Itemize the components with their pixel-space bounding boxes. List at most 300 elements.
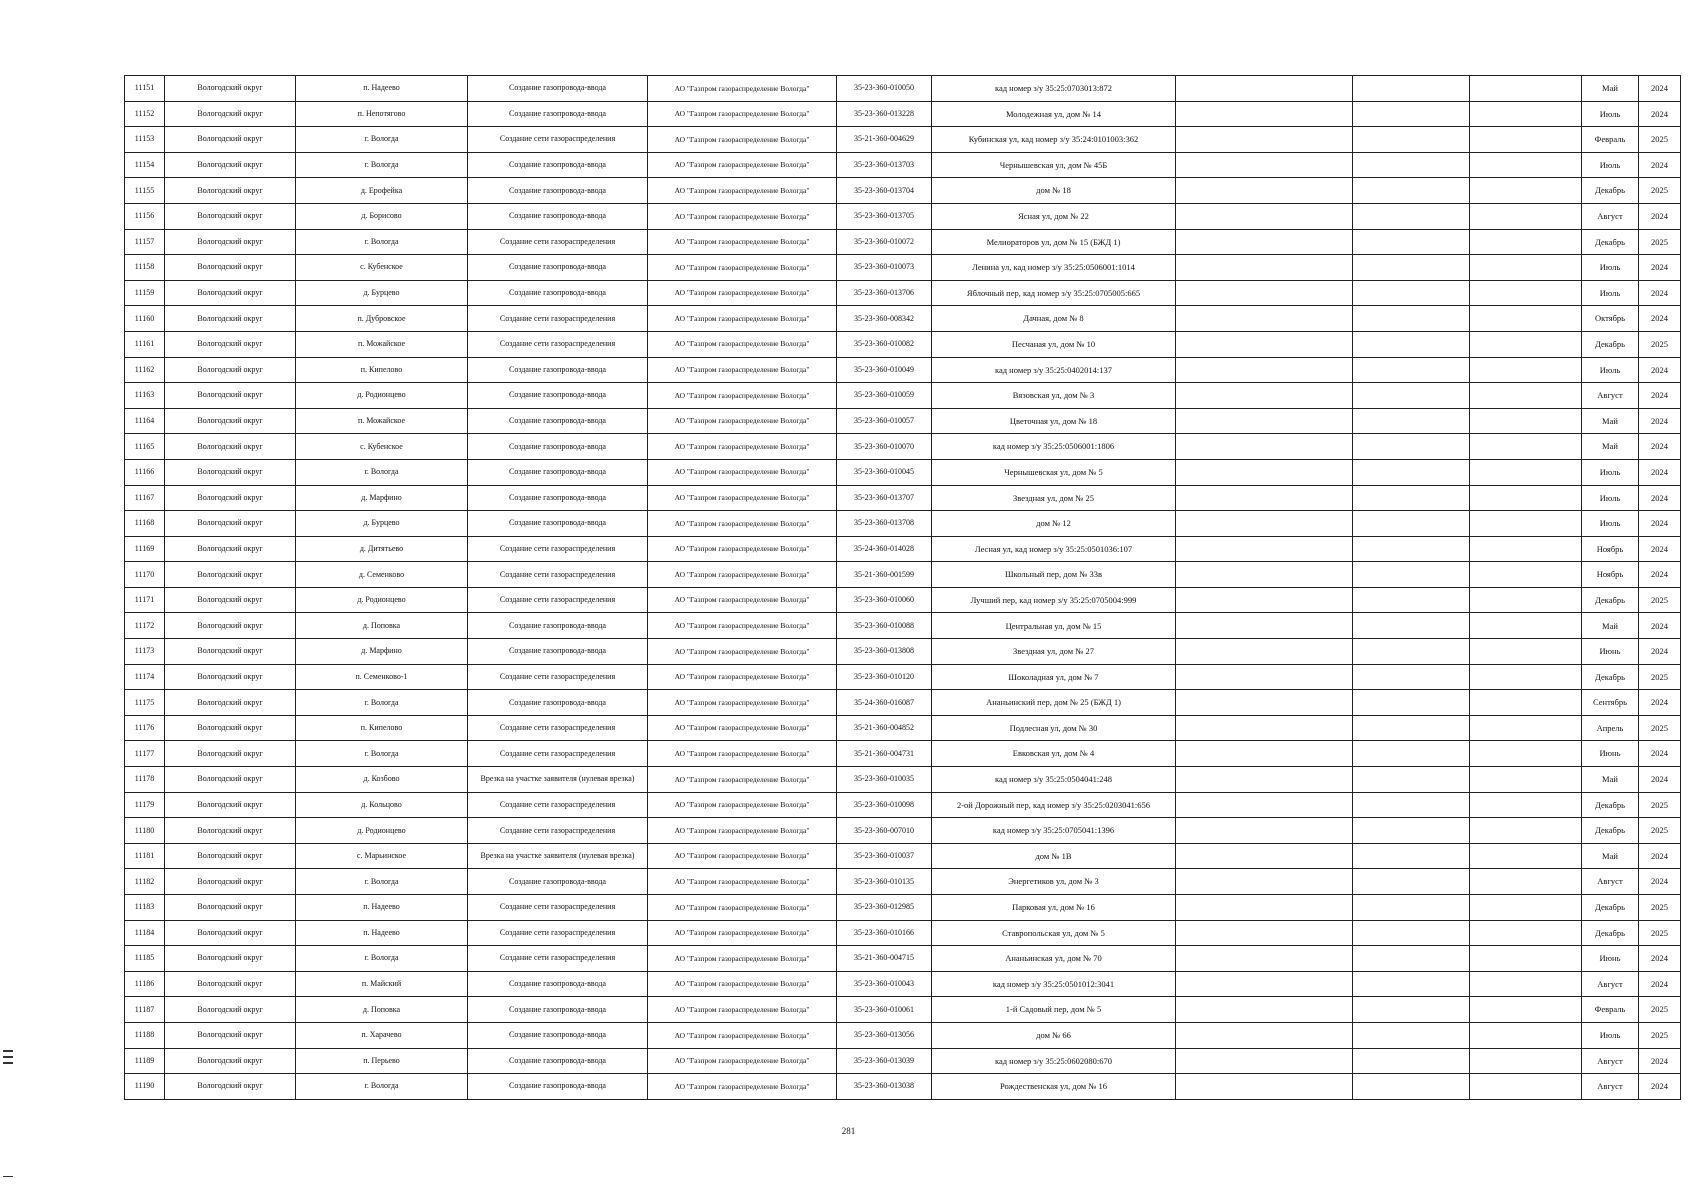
- row-number-cell: 11153: [125, 127, 165, 153]
- table-row: [125, 741, 1681, 767]
- empty-cell: [1470, 203, 1582, 229]
- empty-cell: [1353, 536, 1470, 562]
- work-type-cell: Создание газопровода-ввода: [468, 869, 648, 895]
- month-cell: Июль: [1582, 1022, 1639, 1048]
- address-cell: Лучший пер, кад номер з/у 35:25:0705004:999: [932, 587, 1176, 613]
- request-code-cell: 35-23-360-010050: [837, 76, 932, 102]
- organization-cell: АО "Газпром газораспределение Вологда": [648, 562, 837, 588]
- empty-cell: [1176, 562, 1353, 588]
- year-cell: 2025: [1639, 792, 1681, 818]
- district-cell: Вологодский округ: [165, 357, 296, 383]
- empty-cell: [1470, 562, 1582, 588]
- empty-cell: [1176, 101, 1353, 127]
- organization-cell: АО "Газпром газораспределение Вологда": [648, 280, 837, 306]
- year-cell: 2024: [1639, 203, 1681, 229]
- locality-cell: д. Бурцево: [296, 280, 468, 306]
- address-cell: Ленина ул, кад номер з/у 35:25:0506001:1014: [932, 255, 1176, 281]
- empty-cell: [1470, 587, 1582, 613]
- organization-cell: АО "Газпром газораспределение Вологда": [648, 306, 837, 332]
- locality-cell: д. Семенково: [296, 562, 468, 588]
- request-code-cell: 35-21-360-004629: [837, 127, 932, 153]
- table-row: [125, 792, 1681, 818]
- district-cell: Вологодский округ: [165, 127, 296, 153]
- month-cell: Август: [1582, 869, 1639, 895]
- empty-cell: [1353, 997, 1470, 1023]
- empty-cell: [1470, 101, 1582, 127]
- district-cell: Вологодский округ: [165, 76, 296, 102]
- table-row: [125, 178, 1681, 204]
- locality-cell: п. Дубровское: [296, 306, 468, 332]
- empty-cell: [1470, 536, 1582, 562]
- table-row: [125, 459, 1681, 485]
- row-number-cell: 11159: [125, 280, 165, 306]
- district-cell: Вологодский округ: [165, 587, 296, 613]
- empty-cell: [1353, 792, 1470, 818]
- year-cell: 2024: [1639, 690, 1681, 716]
- work-type-cell: Создание сети газораспределения: [468, 792, 648, 818]
- address-cell: Ананьинский пер, дом № 25 (БЖД 1): [932, 690, 1176, 716]
- empty-cell: [1353, 664, 1470, 690]
- empty-cell: [1176, 76, 1353, 102]
- district-cell: Вологодский округ: [165, 895, 296, 921]
- month-cell: Декабрь: [1582, 664, 1639, 690]
- empty-cell: [1353, 587, 1470, 613]
- request-code-cell: 35-23-360-010060: [837, 587, 932, 613]
- empty-cell: [1353, 920, 1470, 946]
- empty-cell: [1353, 280, 1470, 306]
- empty-cell: [1470, 408, 1582, 434]
- work-type-cell: Создание сети газораспределения: [468, 331, 648, 357]
- year-cell: 2024: [1639, 434, 1681, 460]
- address-cell: дом № 18: [932, 178, 1176, 204]
- empty-cell: [1470, 1074, 1582, 1100]
- empty-cell: [1353, 408, 1470, 434]
- table-row: [125, 971, 1681, 997]
- district-cell: Вологодский округ: [165, 946, 296, 972]
- empty-cell: [1353, 613, 1470, 639]
- month-cell: Май: [1582, 613, 1639, 639]
- work-type-cell: Создание газопровода-ввода: [468, 101, 648, 127]
- address-cell: кад номер з/у 35:25:0506001:1806: [932, 434, 1176, 460]
- empty-cell: [1176, 664, 1353, 690]
- empty-cell: [1353, 869, 1470, 895]
- address-cell: Кубинская ул, кад номер з/у 35:24:0101003:362: [932, 127, 1176, 153]
- table-row: [125, 255, 1681, 281]
- row-number-cell: 11155: [125, 178, 165, 204]
- address-cell: 1-й Садовый пер, дом № 5: [932, 997, 1176, 1023]
- locality-cell: д. Козбово: [296, 767, 468, 793]
- address-cell: Рождественская ул, дом № 16: [932, 1074, 1176, 1100]
- empty-cell: [1176, 792, 1353, 818]
- district-cell: Вологодский округ: [165, 536, 296, 562]
- organization-cell: АО "Газпром газораспределение Вологда": [648, 664, 837, 690]
- month-cell: Июль: [1582, 255, 1639, 281]
- table-row: [125, 715, 1681, 741]
- district-cell: Вологодский округ: [165, 152, 296, 178]
- locality-cell: д. Родионцево: [296, 383, 468, 409]
- work-type-cell: Создание газопровода-ввода: [468, 255, 648, 281]
- request-code-cell: 35-23-360-010035: [837, 767, 932, 793]
- row-number-cell: 11174: [125, 664, 165, 690]
- row-number-cell: 11176: [125, 715, 165, 741]
- district-cell: Вологодский округ: [165, 1048, 296, 1074]
- request-code-cell: 35-23-360-010135: [837, 869, 932, 895]
- table-row: [125, 613, 1681, 639]
- empty-cell: [1176, 741, 1353, 767]
- empty-cell: [1176, 1074, 1353, 1100]
- district-cell: Вологодский округ: [165, 562, 296, 588]
- address-cell: Яблочный пер, кад номер з/у 35:25:0705005:665: [932, 280, 1176, 306]
- work-type-cell: Создание сети газораспределения: [468, 946, 648, 972]
- organization-cell: АО "Газпром газораспределение Вологда": [648, 101, 837, 127]
- locality-cell: п. Можайское: [296, 331, 468, 357]
- address-cell: Молодежная ул, дом № 14: [932, 101, 1176, 127]
- district-cell: Вологодский округ: [165, 741, 296, 767]
- work-type-cell: Создание газопровода-ввода: [468, 485, 648, 511]
- work-type-cell: Создание сети газораспределения: [468, 664, 648, 690]
- table-row: [125, 1048, 1681, 1074]
- locality-cell: п. Надеево: [296, 920, 468, 946]
- empty-cell: [1176, 127, 1353, 153]
- empty-cell: [1470, 818, 1582, 844]
- table-row: [125, 587, 1681, 613]
- year-cell: 2024: [1639, 485, 1681, 511]
- empty-cell: [1353, 946, 1470, 972]
- empty-cell: [1176, 408, 1353, 434]
- table-row: [125, 127, 1681, 153]
- work-type-cell: Создание газопровода-ввода: [468, 1048, 648, 1074]
- year-cell: 2025: [1639, 331, 1681, 357]
- request-code-cell: 35-23-360-013704: [837, 178, 932, 204]
- table-body: [125, 76, 1681, 1100]
- empty-cell: [1470, 1048, 1582, 1074]
- locality-cell: г. Вологда: [296, 690, 468, 716]
- month-cell: Декабрь: [1582, 895, 1639, 921]
- empty-cell: [1353, 152, 1470, 178]
- work-type-cell: Создание газопровода-ввода: [468, 459, 648, 485]
- request-code-cell: 35-23-360-013706: [837, 280, 932, 306]
- organization-cell: АО "Газпром газораспределение Вологда": [648, 895, 837, 921]
- year-cell: 2024: [1639, 639, 1681, 665]
- row-number-cell: 11157: [125, 229, 165, 255]
- request-code-cell: 35-23-360-010120: [837, 664, 932, 690]
- empty-cell: [1470, 792, 1582, 818]
- row-number-cell: 11177: [125, 741, 165, 767]
- work-type-cell: Создание газопровода-ввода: [468, 690, 648, 716]
- district-cell: Вологодский округ: [165, 178, 296, 204]
- year-cell: 2024: [1639, 562, 1681, 588]
- request-code-cell: 35-23-360-010088: [837, 613, 932, 639]
- table-row: [125, 818, 1681, 844]
- table-row: [125, 997, 1681, 1023]
- empty-cell: [1470, 255, 1582, 281]
- row-number-cell: 11160: [125, 306, 165, 332]
- request-code-cell: 35-23-360-010072: [837, 229, 932, 255]
- district-cell: Вологодский округ: [165, 1074, 296, 1100]
- empty-cell: [1176, 869, 1353, 895]
- empty-cell: [1470, 357, 1582, 383]
- organization-cell: АО "Газпром газораспределение Вологда": [648, 690, 837, 716]
- organization-cell: АО "Газпром газораспределение Вологда": [648, 127, 837, 153]
- year-cell: 2024: [1639, 357, 1681, 383]
- month-cell: Декабрь: [1582, 920, 1639, 946]
- year-cell: 2024: [1639, 971, 1681, 997]
- address-cell: Цветочная ул, дом № 18: [932, 408, 1176, 434]
- address-cell: Чернышевская ул, дом № 45Б: [932, 152, 1176, 178]
- empty-cell: [1353, 306, 1470, 332]
- table-row: [125, 331, 1681, 357]
- row-number-cell: 11188: [125, 1022, 165, 1048]
- month-cell: Май: [1582, 408, 1639, 434]
- table-row: [125, 920, 1681, 946]
- empty-cell: [1470, 1022, 1582, 1048]
- row-number-cell: 11172: [125, 613, 165, 639]
- district-cell: Вологодский округ: [165, 639, 296, 665]
- empty-cell: [1353, 1022, 1470, 1048]
- empty-cell: [1353, 562, 1470, 588]
- year-cell: 2024: [1639, 613, 1681, 639]
- table-row: [125, 152, 1681, 178]
- work-type-cell: Создание газопровода-ввода: [468, 178, 648, 204]
- address-cell: Вязовская ул, дом № 3: [932, 383, 1176, 409]
- empty-cell: [1176, 920, 1353, 946]
- row-number-cell: 11181: [125, 843, 165, 869]
- empty-cell: [1176, 895, 1353, 921]
- organization-cell: АО "Газпром газораспределение Вологда": [648, 1022, 837, 1048]
- empty-cell: [1353, 229, 1470, 255]
- organization-cell: АО "Газпром газораспределение Вологда": [648, 1074, 837, 1100]
- year-cell: 2024: [1639, 152, 1681, 178]
- address-cell: дом № 1В: [932, 843, 1176, 869]
- empty-cell: [1470, 76, 1582, 102]
- work-type-cell: Создание сети газораспределения: [468, 895, 648, 921]
- organization-cell: АО "Газпром газораспределение Вологда": [648, 178, 837, 204]
- empty-cell: [1176, 1048, 1353, 1074]
- organization-cell: АО "Газпром газораспределение Вологда": [648, 997, 837, 1023]
- work-type-cell: Создание сети газораспределения: [468, 127, 648, 153]
- empty-cell: [1353, 639, 1470, 665]
- gasification-register-table: [124, 75, 1681, 1100]
- address-cell: Чернышевская ул, дом № 5: [932, 459, 1176, 485]
- request-code-cell: 35-23-360-013705: [837, 203, 932, 229]
- district-cell: Вологодский округ: [165, 101, 296, 127]
- table-row: [125, 383, 1681, 409]
- empty-cell: [1470, 997, 1582, 1023]
- year-cell: 2025: [1639, 229, 1681, 255]
- empty-cell: [1353, 767, 1470, 793]
- organization-cell: АО "Газпром газораспределение Вологда": [648, 639, 837, 665]
- district-cell: Вологодский округ: [165, 511, 296, 537]
- district-cell: Вологодский округ: [165, 383, 296, 409]
- year-cell: 2024: [1639, 869, 1681, 895]
- month-cell: Июль: [1582, 459, 1639, 485]
- request-code-cell: 35-23-360-013808: [837, 639, 932, 665]
- empty-cell: [1353, 331, 1470, 357]
- locality-cell: п. Непотягово: [296, 101, 468, 127]
- year-cell: 2025: [1639, 715, 1681, 741]
- year-cell: 2024: [1639, 101, 1681, 127]
- work-type-cell: Создание сети газораспределения: [468, 920, 648, 946]
- work-type-cell: Создание газопровода-ввода: [468, 613, 648, 639]
- table-row: [125, 203, 1681, 229]
- request-code-cell: 35-23-360-010070: [837, 434, 932, 460]
- locality-cell: п. Кипелово: [296, 357, 468, 383]
- locality-cell: д. Кольцово: [296, 792, 468, 818]
- organization-cell: АО "Газпром газораспределение Вологда": [648, 536, 837, 562]
- empty-cell: [1176, 511, 1353, 537]
- empty-cell: [1353, 1048, 1470, 1074]
- work-type-cell: Создание газопровода-ввода: [468, 997, 648, 1023]
- empty-cell: [1353, 715, 1470, 741]
- request-code-cell: 35-23-360-010166: [837, 920, 932, 946]
- organization-cell: АО "Газпром газораспределение Вологда": [648, 76, 837, 102]
- address-cell: Школьный пер, дом № 33в: [932, 562, 1176, 588]
- address-cell: кад номер з/у 35:25:0705041:1396: [932, 818, 1176, 844]
- request-code-cell: 35-23-360-013056: [837, 1022, 932, 1048]
- address-cell: Центральная ул, дом № 15: [932, 613, 1176, 639]
- empty-cell: [1470, 485, 1582, 511]
- row-number-cell: 11164: [125, 408, 165, 434]
- month-cell: Май: [1582, 843, 1639, 869]
- organization-cell: АО "Газпром газораспределение Вологда": [648, 920, 837, 946]
- table-row: [125, 562, 1681, 588]
- table-row: [125, 485, 1681, 511]
- empty-cell: [1353, 818, 1470, 844]
- district-cell: Вологодский округ: [165, 280, 296, 306]
- year-cell: 2024: [1639, 306, 1681, 332]
- district-cell: Вологодский округ: [165, 869, 296, 895]
- year-cell: 2025: [1639, 127, 1681, 153]
- month-cell: Июнь: [1582, 741, 1639, 767]
- request-code-cell: 35-23-360-010061: [837, 997, 932, 1023]
- month-cell: Июнь: [1582, 946, 1639, 972]
- work-type-cell: Создание сети газораспределения: [468, 818, 648, 844]
- empty-cell: [1470, 639, 1582, 665]
- empty-cell: [1176, 203, 1353, 229]
- page-number: 281: [841, 1126, 856, 1136]
- locality-cell: д. Родионцево: [296, 587, 468, 613]
- empty-cell: [1470, 664, 1582, 690]
- empty-cell: [1353, 255, 1470, 281]
- empty-cell: [1353, 741, 1470, 767]
- row-number-cell: 11183: [125, 895, 165, 921]
- scan-edge-marks: [3, 1050, 13, 1068]
- empty-cell: [1470, 920, 1582, 946]
- address-cell: Ставропольская ул, дом № 5: [932, 920, 1176, 946]
- row-number-cell: 11151: [125, 76, 165, 102]
- year-cell: 2024: [1639, 843, 1681, 869]
- request-code-cell: 35-23-360-010057: [837, 408, 932, 434]
- empty-cell: [1176, 459, 1353, 485]
- request-code-cell: 35-23-360-013707: [837, 485, 932, 511]
- empty-cell: [1353, 971, 1470, 997]
- empty-cell: [1353, 127, 1470, 153]
- empty-cell: [1470, 895, 1582, 921]
- district-cell: Вологодский округ: [165, 843, 296, 869]
- organization-cell: АО "Газпром газораспределение Вологда": [648, 511, 837, 537]
- locality-cell: д. Поповка: [296, 997, 468, 1023]
- request-code-cell: 35-23-360-010073: [837, 255, 932, 281]
- address-cell: Лесная ул, кад номер з/у 35:25:0501036:107: [932, 536, 1176, 562]
- organization-cell: АО "Газпром газораспределение Вологда": [648, 255, 837, 281]
- request-code-cell: 35-23-360-010059: [837, 383, 932, 409]
- register-sheet: [124, 75, 1680, 1100]
- empty-cell: [1176, 715, 1353, 741]
- empty-cell: [1353, 895, 1470, 921]
- row-number-cell: 11180: [125, 818, 165, 844]
- empty-cell: [1353, 357, 1470, 383]
- row-number-cell: 11162: [125, 357, 165, 383]
- request-code-cell: 35-24-360-014028: [837, 536, 932, 562]
- district-cell: Вологодский округ: [165, 306, 296, 332]
- table-row: [125, 869, 1681, 895]
- organization-cell: АО "Газпром газораспределение Вологда": [648, 383, 837, 409]
- work-type-cell: Создание газопровода-ввода: [468, 408, 648, 434]
- organization-cell: АО "Газпром газораспределение Вологда": [648, 203, 837, 229]
- organization-cell: АО "Газпром газораспределение Вологда": [648, 459, 837, 485]
- month-cell: Июль: [1582, 511, 1639, 537]
- empty-cell: [1470, 946, 1582, 972]
- address-cell: Парковая ул, дом № 16: [932, 895, 1176, 921]
- table-row: [125, 895, 1681, 921]
- month-cell: Август: [1582, 971, 1639, 997]
- work-type-cell: Создание газопровода-ввода: [468, 1022, 648, 1048]
- empty-cell: [1470, 690, 1582, 716]
- locality-cell: п. Можайское: [296, 408, 468, 434]
- row-number-cell: 11175: [125, 690, 165, 716]
- locality-cell: г. Вологда: [296, 127, 468, 153]
- locality-cell: д. Поповка: [296, 613, 468, 639]
- table-row: [125, 229, 1681, 255]
- year-cell: 2025: [1639, 587, 1681, 613]
- empty-cell: [1353, 203, 1470, 229]
- organization-cell: АО "Газпром газораспределение Вологда": [648, 331, 837, 357]
- year-cell: 2024: [1639, 76, 1681, 102]
- address-cell: Ананьинская ул, дом № 70: [932, 946, 1176, 972]
- empty-cell: [1176, 383, 1353, 409]
- locality-cell: с. Марьинское: [296, 843, 468, 869]
- table-row: [125, 843, 1681, 869]
- row-number-cell: 11154: [125, 152, 165, 178]
- empty-cell: [1353, 690, 1470, 716]
- work-type-cell: Создание газопровода-ввода: [468, 383, 648, 409]
- empty-cell: [1470, 306, 1582, 332]
- year-cell: 2024: [1639, 767, 1681, 793]
- row-number-cell: 11165: [125, 434, 165, 460]
- organization-cell: АО "Газпром газораспределение Вологда": [648, 357, 837, 383]
- organization-cell: АО "Газпром газораспределение Вологда": [648, 971, 837, 997]
- work-type-cell: Создание газопровода-ввода: [468, 434, 648, 460]
- row-number-cell: 11161: [125, 331, 165, 357]
- row-number-cell: 11184: [125, 920, 165, 946]
- organization-cell: АО "Газпром газораспределение Вологда": [648, 843, 837, 869]
- empty-cell: [1353, 76, 1470, 102]
- month-cell: Август: [1582, 1048, 1639, 1074]
- row-number-cell: 11173: [125, 639, 165, 665]
- organization-cell: АО "Газпром газораспределение Вологда": [648, 152, 837, 178]
- empty-cell: [1470, 229, 1582, 255]
- month-cell: Октябрь: [1582, 306, 1639, 332]
- work-type-cell: Врезка на участке заявителя (нулевая врезка): [468, 767, 648, 793]
- locality-cell: г. Вологда: [296, 229, 468, 255]
- address-cell: Дачная, дом № 8: [932, 306, 1176, 332]
- month-cell: Май: [1582, 434, 1639, 460]
- request-code-cell: 35-23-360-013039: [837, 1048, 932, 1074]
- work-type-cell: Создание сети газораспределения: [468, 306, 648, 332]
- work-type-cell: Создание сети газораспределения: [468, 562, 648, 588]
- work-type-cell: Создание газопровода-ввода: [468, 203, 648, 229]
- organization-cell: АО "Газпром газораспределение Вологда": [648, 715, 837, 741]
